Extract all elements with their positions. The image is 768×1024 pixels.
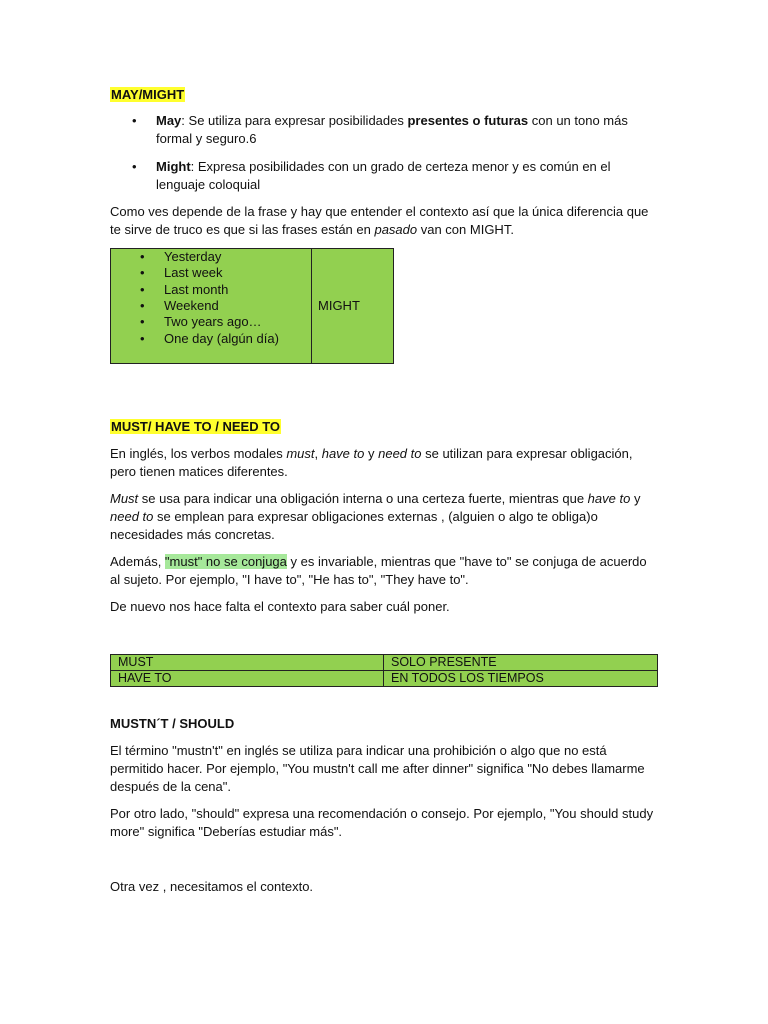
list-item-may: • May: Se utiliza para expresar posibilidades presentes o futuras con un tono más formal y seguro.6 [156,112,658,148]
list-item: • One day (algún día) [164,331,311,347]
paragraph-mustnt: El término "mustn't" en inglés se utiliza para indicar una prohibición o algo que no está permitido hacer. Por ejemplo, "You mustn't call me after dinner" significa "No debes llamarme después de la cena". [110,743,645,794]
heading-mustnt-should: MUSTN´T / SHOULD [110,716,235,731]
list-item: • Weekend [164,298,311,314]
time-expressions-cell [111,249,312,364]
list-item: • Last month [164,282,311,298]
might-cell: MIGHT [312,249,394,364]
paragraph-modals: En inglés, los verbos modales must, have to y need to se utilizan para expresar obligación, pero tienen matices diferentes. [110,446,633,479]
table-row [111,671,658,687]
time-expressions-list [111,249,311,347]
paragraph-must-usage: Must se usa para indicar una obligación interna o una certeza fuerte, mientras que have to y need to se emplean para expresar obligaciones externas , (alguien o algo te obliga)o necesidades más concretas. [110,491,641,542]
table-cell: HAVE TO [111,671,384,687]
paragraph-conjugation: Además, "must" no se conjuga y es invariable, mientras que "have to" se conjuga de acuerdo al sujeto. Por ejemplo, "I have to", "He has to", "They have to". [110,554,647,587]
paragraph-context-again: De nuevo nos hace falta el contexto para saber cuál poner. [110,599,450,614]
table-cell: SOLO PRESENTE [384,655,658,671]
paragraph-should: Por otro lado, "should" expresa una recomendación o consejo. Por ejemplo, "You should study more" significa "Deberías estudiar más". [110,806,654,839]
might-time-table [110,248,394,364]
table-cell: EN TODOS LOS TIEMPOS [384,671,658,687]
list-item: • Last week [164,265,311,281]
highlight-must-invariable: "must" no se conjuga [164,554,287,569]
list-item: • Yesterday [164,249,311,265]
table-row [111,655,658,671]
heading-may-might: MAY/MIGHT [111,87,185,102]
must-have-to-table [110,654,658,687]
list-item-might: • Might: Expresa posibilidades con un grado de certeza menor y es común en el lenguaje coloquial [156,158,658,194]
heading-must-have-to: MUST/ HAVE TO / NEED TO [111,419,281,434]
table-cell: MUST [111,655,384,671]
paragraph-context: Como ves depende de la frase y hay que entender el contexto así que la única diferencia que te sirve de truco es que si las frases están en pasado van con MIGHT. [110,204,649,237]
list-item: • Two years ago… [164,314,311,330]
may-might-list [110,112,658,204]
paragraph-closing: Otra vez , necesitamos el contexto. [110,879,314,894]
